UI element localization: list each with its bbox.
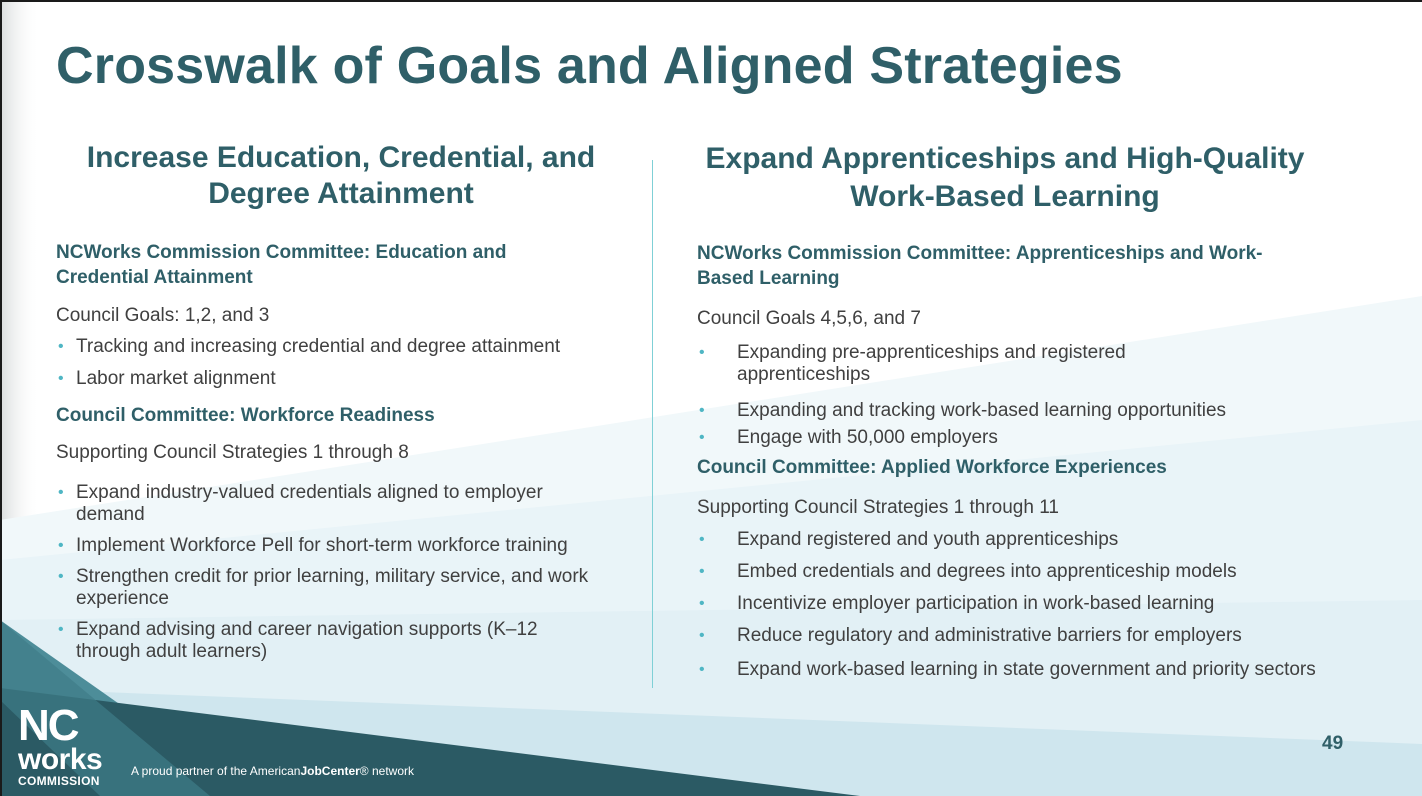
bullet-icon: • <box>58 568 64 585</box>
partner-tagline: A proud partner of the AmericanJobCenter® network <box>131 764 414 778</box>
logo-works-text: works <box>18 743 103 776</box>
right-council-goals: Council Goals 4,5,6, and 7 <box>697 308 921 329</box>
ncworks-logo <box>18 701 104 788</box>
page-number: 49 <box>1322 733 1344 754</box>
logo-commission-text: COMMISSION <box>18 774 100 788</box>
right-strategy-list <box>697 529 1317 681</box>
bullet-icon: • <box>699 344 705 361</box>
left-strategy-list <box>56 482 596 663</box>
right-supporting-strategies: Supporting Council Strategies 1 through 11 <box>697 497 1059 518</box>
bullet-icon: • <box>58 338 64 355</box>
bullet-icon: • <box>58 537 64 554</box>
right-goal-list <box>697 342 1317 449</box>
right-column-heading: Expand Apprenticeships and High-Quality Work-Based Learning <box>705 142 1305 213</box>
bullet-icon: • <box>58 484 64 501</box>
slide-title: Crosswalk of Goals and Aligned Strategies <box>56 37 1123 95</box>
bullet-icon: • <box>699 531 705 548</box>
list-item: • Expanding pre-apprenticeships and registered apprenticeships <box>699 342 1126 385</box>
bullet-icon: • <box>699 661 705 678</box>
list-item: • Expand registered and youth apprenticeships <box>699 529 1119 550</box>
left-column-heading: Increase Education, Credential, and Degree Attainment <box>86 141 596 210</box>
left-committee-heading: NCWorks Commission Committee: Education and Credential Attainment <box>56 242 507 288</box>
bullet-icon: • <box>699 402 705 419</box>
list-item: • Expanding and tracking work-based learning opportunities <box>699 400 1227 421</box>
left-goal-list <box>56 336 636 390</box>
window-border-left <box>0 0 2 796</box>
bullet-icon: • <box>58 370 64 387</box>
left-council-goals: Council Goals: 1,2, and 3 <box>56 305 270 326</box>
list-item: • Incentivize employer participation in work-based learning <box>699 593 1215 614</box>
bullet-icon: • <box>699 563 705 580</box>
list-item: • Labor market alignment <box>58 368 276 389</box>
list-item: • Strengthen credit for prior learning, military service, and work experience <box>58 566 589 609</box>
list-item: • Expand industry-valued credentials aligned to employer demand <box>58 482 543 525</box>
bullet-icon: • <box>699 627 705 644</box>
window-border-top <box>0 0 1422 2</box>
bullet-icon: • <box>699 595 705 612</box>
column-divider <box>652 160 653 688</box>
left-supporting-strategies: Supporting Council Strategies 1 through 8 <box>56 442 409 463</box>
bullet-icon: • <box>58 621 64 638</box>
bullet-icon: • <box>699 429 705 446</box>
list-item: • Engage with 50,000 employers <box>699 427 998 448</box>
right-committee-heading: NCWorks Commission Committee: Apprenticeships and Work-Based Learning <box>697 243 1263 289</box>
right-council-committee-heading: Council Committee: Applied Workforce Experiences <box>697 457 1167 478</box>
logo-nc-text: NC <box>18 701 78 750</box>
list-item: • Expand advising and career navigation supports (K–12 through adult learners) <box>58 619 538 662</box>
left-council-committee-heading: Council Committee: Workforce Readiness <box>56 405 435 426</box>
list-item: • Tracking and increasing credential and degree attainment <box>58 336 561 357</box>
list-item: • Reduce regulatory and administrative barriers for employers <box>699 625 1242 646</box>
list-item: • Expand work-based learning in state government and priority sectors <box>699 659 1316 680</box>
list-item: • Implement Workforce Pell for short-term workforce training <box>58 535 568 556</box>
list-item: • Embed credentials and degrees into apprenticeship models <box>699 561 1237 582</box>
